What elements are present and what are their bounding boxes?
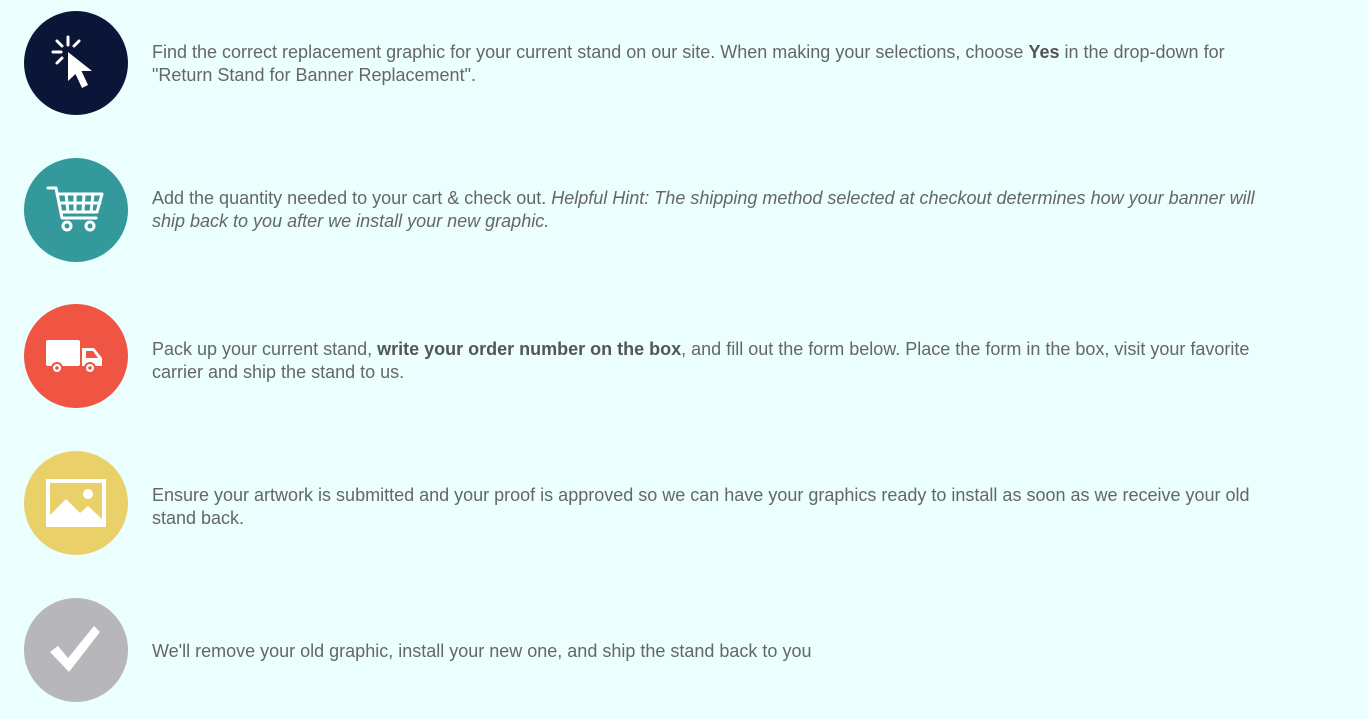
step-2-description [152,187,1287,233]
image-icon [44,471,108,535]
step-1-description [152,41,1287,87]
step-4-description [152,484,1287,530]
step-3-text-1: Pack up your current stand, [152,339,378,359]
cursor-click-icon [44,31,108,95]
step-3-icon-circle [24,304,128,408]
checkmark-icon [44,618,108,682]
step-2-text-1: Add the quantity needed to your cart & check out. [152,188,552,208]
step-2-helpful-hint: Helpful Hint: The shipping method selected at checkout determines how your banner will ship back to you after we install your new graphic. [152,188,1255,231]
delivery-truck-icon [44,324,108,388]
step-4 [0,451,1368,555]
step-3-text-2: , and fill out the form below. Place the form in the box, visit your favorite carrier and ship the stand to us. [152,339,1250,382]
step-3 [0,304,1368,408]
step-1 [0,11,1368,115]
step-1-icon-circle [24,11,128,115]
step-5 [0,598,1368,702]
step-4-text-1: Ensure your artwork is submitted and your proof is approved so we can have your graphics ready to install as soon as we receive your old stand back. [152,485,1250,528]
step-5-icon-circle [24,598,128,702]
step-2-icon-circle [24,158,128,262]
step-5-description [152,640,1287,663]
step-4-icon-circle [24,451,128,555]
step-5-text-1: We'll remove your old graphic, install your new one, and ship the stand back to you [152,641,812,661]
step-3-bold: write your order number on the box [377,339,682,359]
shopping-cart-icon [44,178,108,242]
step-3-description [152,338,1287,384]
step-1-text-2: in the drop-down for "Return Stand for Banner Replacement". [152,42,1225,85]
step-1-bold: Yes [1028,42,1060,62]
step-2 [0,158,1368,262]
step-1-text-1: Find the correct replacement graphic for your current stand on our site. When making your selections, choose [152,42,1029,62]
